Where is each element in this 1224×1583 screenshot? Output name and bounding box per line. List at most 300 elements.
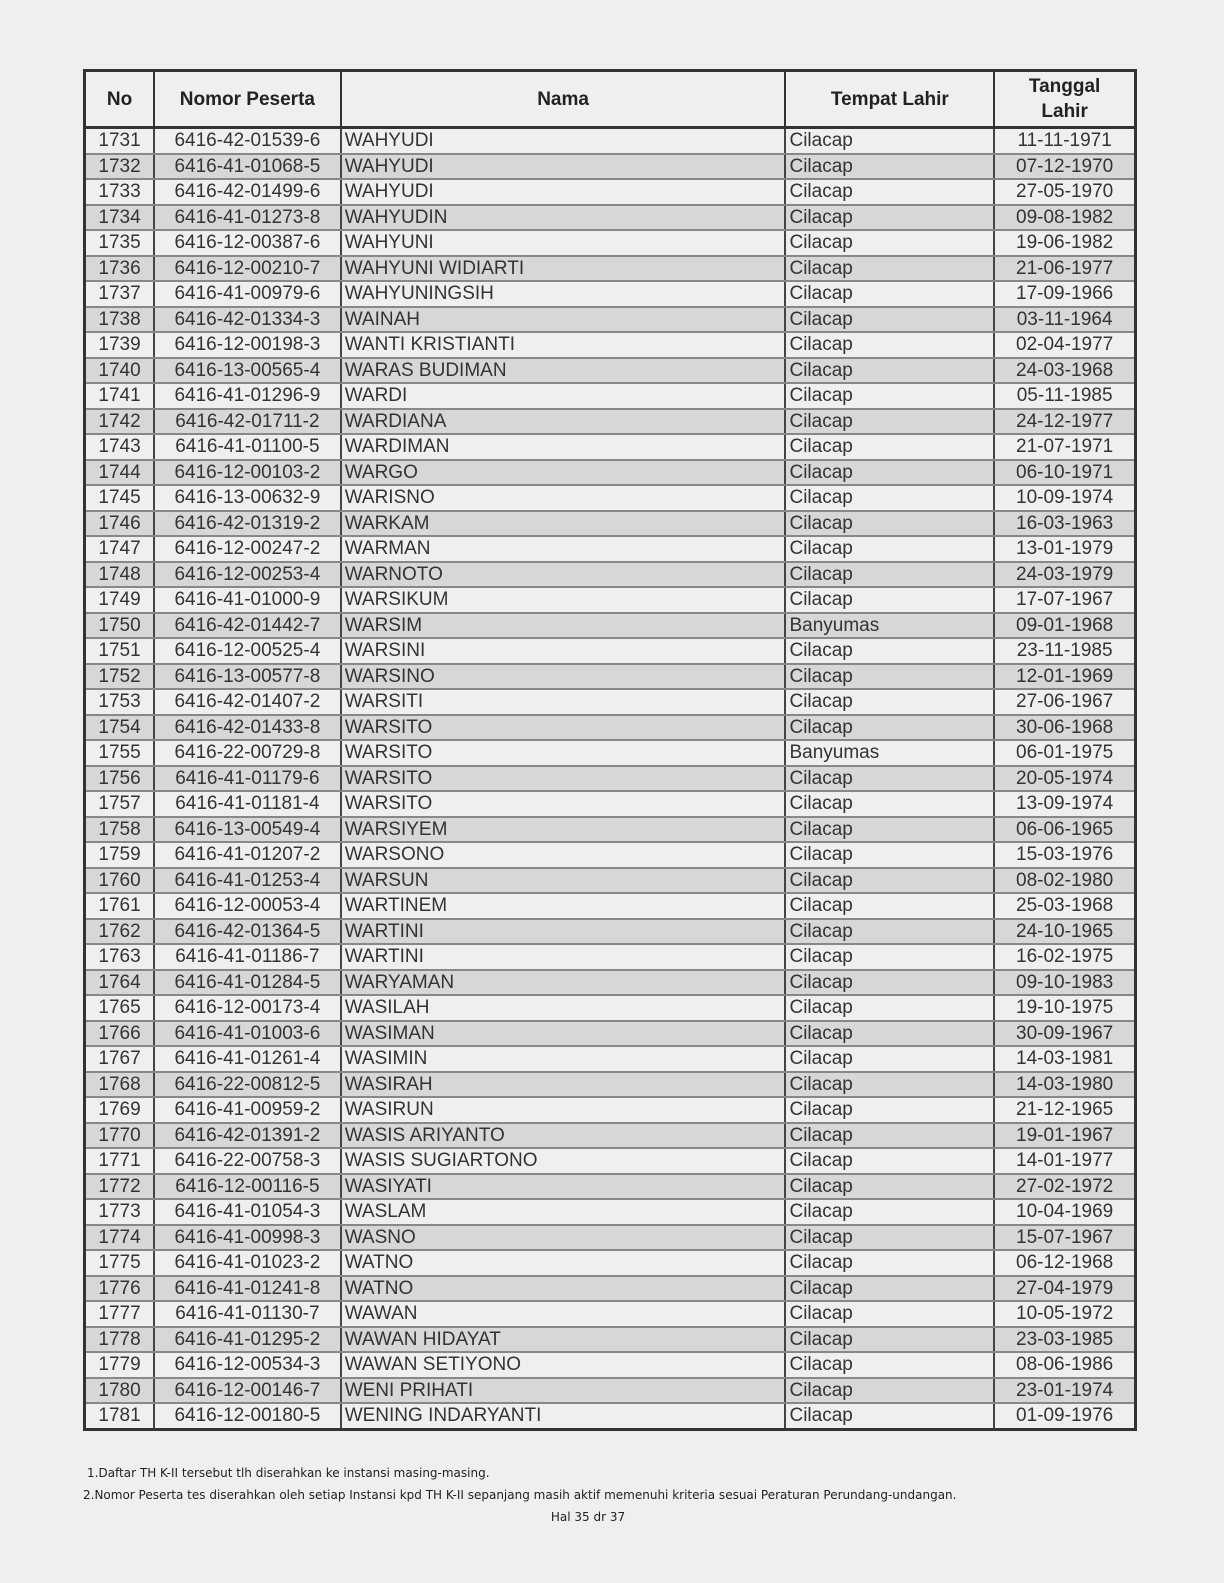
cell-tanggal-lahir: 21-07-1971	[994, 434, 1135, 460]
cell-no: 1744	[85, 460, 155, 486]
table-row	[85, 791, 1136, 817]
cell-no: 1754	[85, 715, 155, 741]
cell-no: 1734	[85, 205, 155, 231]
cell-tempat-lahir: Cilacap	[785, 1021, 994, 1047]
cell-nomor-peserta: 6416-41-01068-5	[154, 154, 341, 180]
cell-tempat-lahir: Cilacap	[785, 1046, 994, 1072]
header-tanggal-line2: Lahir	[1041, 101, 1088, 122]
cell-no: 1763	[85, 944, 155, 970]
cell-tempat-lahir: Cilacap	[785, 1199, 994, 1225]
cell-tanggal-lahir: 15-03-1976	[994, 842, 1135, 868]
page-number: Hal 35 dr 37	[550, 1510, 626, 1524]
cell-tanggal-lahir: 14-01-1977	[994, 1148, 1135, 1174]
cell-nama: WARSITO	[341, 766, 786, 792]
cell-tempat-lahir: Cilacap	[785, 1378, 994, 1404]
cell-nomor-peserta: 6416-12-00053-4	[154, 893, 341, 919]
cell-tanggal-lahir: 23-03-1985	[994, 1327, 1135, 1353]
cell-tempat-lahir: Cilacap	[785, 383, 994, 409]
cell-nama: WAHYUNINGSIH	[341, 281, 786, 307]
table-row	[85, 1327, 1136, 1353]
cell-nama: WAHYUNI WIDIARTI	[341, 256, 786, 282]
cell-tempat-lahir: Cilacap	[785, 715, 994, 741]
cell-no: 1743	[85, 434, 155, 460]
cell-tanggal-lahir: 17-09-1966	[994, 281, 1135, 307]
header-no: No	[85, 71, 155, 128]
cell-tempat-lahir: Cilacap	[785, 1123, 994, 1149]
cell-tanggal-lahir: 02-04-1977	[994, 332, 1135, 358]
header-nama: Nama	[341, 71, 786, 128]
table-header-row	[85, 71, 1136, 128]
table-row	[85, 511, 1136, 537]
cell-nama: WATNO	[341, 1276, 786, 1302]
cell-nama: WARNOTO	[341, 562, 786, 588]
cell-nomor-peserta: 6416-41-01295-2	[154, 1327, 341, 1353]
cell-nomor-peserta: 6416-12-00253-4	[154, 562, 341, 588]
cell-tanggal-lahir: 09-08-1982	[994, 205, 1135, 231]
cell-nama: WASIRAH	[341, 1072, 786, 1098]
cell-no: 1775	[85, 1250, 155, 1276]
cell-nama: WAHYUDIN	[341, 205, 786, 231]
table-row	[85, 1301, 1136, 1327]
cell-tanggal-lahir: 10-09-1974	[994, 485, 1135, 511]
cell-no: 1731	[85, 128, 155, 154]
cell-nama: WARTINI	[341, 944, 786, 970]
cell-tanggal-lahir: 27-06-1967	[994, 689, 1135, 715]
cell-nomor-peserta: 6416-42-01334-3	[154, 307, 341, 333]
cell-tanggal-lahir: 09-01-1968	[994, 613, 1135, 639]
cell-nomor-peserta: 6416-41-01284-5	[154, 970, 341, 996]
table-row	[85, 638, 1136, 664]
cell-nama: WATNO	[341, 1250, 786, 1276]
cell-nama: WARSITO	[341, 791, 786, 817]
cell-tempat-lahir: Cilacap	[785, 1148, 994, 1174]
table-row	[85, 1072, 1136, 1098]
table-row	[85, 1148, 1136, 1174]
cell-nama: WAHYUDI	[341, 179, 786, 205]
table-row	[85, 1403, 1136, 1429]
cell-nomor-peserta: 6416-42-01391-2	[154, 1123, 341, 1149]
cell-no: 1768	[85, 1072, 155, 1098]
cell-nama: WARTINI	[341, 919, 786, 945]
cell-no: 1751	[85, 638, 155, 664]
table-row	[85, 485, 1136, 511]
cell-tempat-lahir: Cilacap	[785, 791, 994, 817]
cell-no: 1771	[85, 1148, 155, 1174]
cell-nomor-peserta: 6416-41-00998-3	[154, 1225, 341, 1251]
cell-tempat-lahir: Cilacap	[785, 587, 994, 613]
cell-tanggal-lahir: 24-03-1968	[994, 358, 1135, 384]
cell-tempat-lahir: Cilacap	[785, 893, 994, 919]
cell-tanggal-lahir: 06-10-1971	[994, 460, 1135, 486]
cell-no: 1732	[85, 154, 155, 180]
table-row	[85, 409, 1136, 435]
table-body	[85, 128, 1136, 1430]
cell-no: 1750	[85, 613, 155, 639]
cell-nama: WENI PRIHATI	[341, 1378, 786, 1404]
cell-nomor-peserta: 6416-41-01186-7	[154, 944, 341, 970]
cell-tanggal-lahir: 19-06-1982	[994, 230, 1135, 256]
table-row	[85, 1174, 1136, 1200]
cell-tempat-lahir: Banyumas	[785, 740, 994, 766]
cell-tempat-lahir: Cilacap	[785, 307, 994, 333]
cell-tempat-lahir: Cilacap	[785, 154, 994, 180]
cell-tanggal-lahir: 13-01-1979	[994, 536, 1135, 562]
cell-no: 1740	[85, 358, 155, 384]
cell-nama: WARDIANA	[341, 409, 786, 435]
cell-nomor-peserta: 6416-42-01442-7	[154, 613, 341, 639]
cell-tempat-lahir: Cilacap	[785, 689, 994, 715]
cell-tempat-lahir: Cilacap	[785, 1352, 994, 1378]
cell-no: 1769	[85, 1097, 155, 1123]
cell-tanggal-lahir: 27-02-1972	[994, 1174, 1135, 1200]
cell-tempat-lahir: Cilacap	[785, 281, 994, 307]
cell-tempat-lahir: Cilacap	[785, 1327, 994, 1353]
cell-no: 1761	[85, 893, 155, 919]
cell-tempat-lahir: Banyumas	[785, 613, 994, 639]
cell-tanggal-lahir: 24-12-1977	[994, 409, 1135, 435]
cell-nama: WARISNO	[341, 485, 786, 511]
cell-nama: WARSITO	[341, 715, 786, 741]
cell-no: 1733	[85, 179, 155, 205]
cell-no: 1780	[85, 1378, 155, 1404]
cell-nama: WARTINEM	[341, 893, 786, 919]
cell-tempat-lahir: Cilacap	[785, 128, 994, 154]
cell-tempat-lahir: Cilacap	[785, 434, 994, 460]
table-row	[85, 256, 1136, 282]
table-row	[85, 128, 1136, 154]
cell-no: 1737	[85, 281, 155, 307]
cell-nomor-peserta: 6416-41-01261-4	[154, 1046, 341, 1072]
table-row	[85, 766, 1136, 792]
table-row	[85, 434, 1136, 460]
cell-no: 1774	[85, 1225, 155, 1251]
cell-no: 1753	[85, 689, 155, 715]
table-row	[85, 613, 1136, 639]
cell-tanggal-lahir: 14-03-1980	[994, 1072, 1135, 1098]
cell-nomor-peserta: 6416-41-00959-2	[154, 1097, 341, 1123]
cell-tanggal-lahir: 06-12-1968	[994, 1250, 1135, 1276]
table-row	[85, 358, 1136, 384]
table-row	[85, 1378, 1136, 1404]
cell-no: 1767	[85, 1046, 155, 1072]
cell-no: 1766	[85, 1021, 155, 1047]
table-row	[85, 383, 1136, 409]
cell-tempat-lahir: Cilacap	[785, 511, 994, 537]
cell-tanggal-lahir: 06-06-1965	[994, 817, 1135, 843]
cell-nomor-peserta: 6416-41-01179-6	[154, 766, 341, 792]
cell-tanggal-lahir: 10-05-1972	[994, 1301, 1135, 1327]
cell-tempat-lahir: Cilacap	[785, 1250, 994, 1276]
table-row	[85, 1021, 1136, 1047]
cell-nama: WANTI KRISTIANTI	[341, 332, 786, 358]
cell-nomor-peserta: 6416-13-00549-4	[154, 817, 341, 843]
cell-nama: WARSONO	[341, 842, 786, 868]
cell-nomor-peserta: 6416-12-00525-4	[154, 638, 341, 664]
cell-tanggal-lahir: 15-07-1967	[994, 1225, 1135, 1251]
cell-tempat-lahir: Cilacap	[785, 1174, 994, 1200]
cell-tanggal-lahir: 20-05-1974	[994, 766, 1135, 792]
table-row	[85, 587, 1136, 613]
cell-nama: WARAS BUDIMAN	[341, 358, 786, 384]
cell-nama: WARMAN	[341, 536, 786, 562]
cell-nama: WAHYUNI	[341, 230, 786, 256]
cell-tempat-lahir: Cilacap	[785, 179, 994, 205]
cell-nama: WARSITO	[341, 740, 786, 766]
cell-nomor-peserta: 6416-12-00387-6	[154, 230, 341, 256]
cell-tanggal-lahir: 17-07-1967	[994, 587, 1135, 613]
cell-nomor-peserta: 6416-12-00103-2	[154, 460, 341, 486]
cell-nama: WASLAM	[341, 1199, 786, 1225]
cell-no: 1773	[85, 1199, 155, 1225]
header-nomor-peserta: Nomor Peserta	[154, 71, 341, 128]
cell-no: 1776	[85, 1276, 155, 1302]
cell-nomor-peserta: 6416-42-01364-5	[154, 919, 341, 945]
cell-nama: WAINAH	[341, 307, 786, 333]
cell-no: 1781	[85, 1403, 155, 1429]
cell-nama: WAWAN	[341, 1301, 786, 1327]
cell-nama: WARDIMAN	[341, 434, 786, 460]
cell-no: 1739	[85, 332, 155, 358]
footer-note-1: 1.Daftar TH K-II tersebut tlh diserahkan ke instansi masing-masing.	[87, 1466, 490, 1480]
table-row	[85, 1250, 1136, 1276]
cell-no: 1741	[85, 383, 155, 409]
cell-nama: WARSITI	[341, 689, 786, 715]
cell-tanggal-lahir: 23-11-1985	[994, 638, 1135, 664]
cell-tanggal-lahir: 21-12-1965	[994, 1097, 1135, 1123]
cell-nomor-peserta: 6416-42-01433-8	[154, 715, 341, 741]
table-row	[85, 154, 1136, 180]
cell-nomor-peserta: 6416-41-01253-4	[154, 868, 341, 894]
cell-nomor-peserta: 6416-41-01054-3	[154, 1199, 341, 1225]
cell-nama: WASIS ARIYANTO	[341, 1123, 786, 1149]
table-row	[85, 536, 1136, 562]
cell-nama: WASIYATI	[341, 1174, 786, 1200]
cell-nomor-peserta: 6416-12-00247-2	[154, 536, 341, 562]
cell-nomor-peserta: 6416-41-01023-2	[154, 1250, 341, 1276]
table-row	[85, 944, 1136, 970]
cell-tanggal-lahir: 07-12-1970	[994, 154, 1135, 180]
cell-nomor-peserta: 6416-41-01241-8	[154, 1276, 341, 1302]
cell-nama: WASIRUN	[341, 1097, 786, 1123]
header-tanggal-line1: Tanggal	[1028, 76, 1101, 97]
cell-no: 1777	[85, 1301, 155, 1327]
cell-tempat-lahir: Cilacap	[785, 485, 994, 511]
cell-nomor-peserta: 6416-12-00210-7	[154, 256, 341, 282]
cell-nama: WARSINO	[341, 664, 786, 690]
cell-tempat-lahir: Cilacap	[785, 1276, 994, 1302]
cell-tanggal-lahir: 10-04-1969	[994, 1199, 1135, 1225]
cell-nomor-peserta: 6416-42-01319-2	[154, 511, 341, 537]
cell-nama: WAHYUDI	[341, 128, 786, 154]
cell-no: 1759	[85, 842, 155, 868]
cell-tempat-lahir: Cilacap	[785, 332, 994, 358]
table-row	[85, 1097, 1136, 1123]
cell-nama: WARSINI	[341, 638, 786, 664]
cell-nama: WARSIM	[341, 613, 786, 639]
cell-tanggal-lahir: 24-10-1965	[994, 919, 1135, 945]
cell-tempat-lahir: Cilacap	[785, 868, 994, 894]
cell-nomor-peserta: 6416-12-00146-7	[154, 1378, 341, 1404]
table-row	[85, 893, 1136, 919]
cell-nomor-peserta: 6416-41-01100-5	[154, 434, 341, 460]
cell-nama: WASIMIN	[341, 1046, 786, 1072]
cell-tempat-lahir: Cilacap	[785, 205, 994, 231]
header-tempat-lahir: Tempat Lahir	[785, 71, 994, 128]
table-row	[85, 230, 1136, 256]
cell-tempat-lahir: Cilacap	[785, 256, 994, 282]
cell-tanggal-lahir: 13-09-1974	[994, 791, 1135, 817]
cell-tempat-lahir: Cilacap	[785, 919, 994, 945]
cell-tempat-lahir: Cilacap	[785, 1097, 994, 1123]
cell-tempat-lahir: Cilacap	[785, 1301, 994, 1327]
cell-tanggal-lahir: 24-03-1979	[994, 562, 1135, 588]
cell-nomor-peserta: 6416-12-00534-3	[154, 1352, 341, 1378]
cell-nomor-peserta: 6416-42-01539-6	[154, 128, 341, 154]
cell-tanggal-lahir: 03-11-1964	[994, 307, 1135, 333]
cell-no: 1756	[85, 766, 155, 792]
cell-tanggal-lahir: 06-01-1975	[994, 740, 1135, 766]
cell-no: 1735	[85, 230, 155, 256]
cell-tanggal-lahir: 08-06-1986	[994, 1352, 1135, 1378]
cell-tanggal-lahir: 19-10-1975	[994, 995, 1135, 1021]
cell-no: 1745	[85, 485, 155, 511]
table-row	[85, 179, 1136, 205]
cell-nomor-peserta: 6416-42-01407-2	[154, 689, 341, 715]
cell-tempat-lahir: Cilacap	[785, 230, 994, 256]
table-row	[85, 1199, 1136, 1225]
cell-nama: WASILAH	[341, 995, 786, 1021]
table-row	[85, 1225, 1136, 1251]
cell-nama: WARDI	[341, 383, 786, 409]
footer-note-2: 2.Nomor Peserta tes diserahkan oleh setiap Instansi kpd TH K-II sepanjang masih aktif memenuhi kriteria sesuai Peraturan Perundang-undangan.	[83, 1488, 957, 1502]
cell-nomor-peserta: 6416-12-00116-5	[154, 1174, 341, 1200]
cell-tempat-lahir: Cilacap	[785, 766, 994, 792]
cell-nama: WASIS SUGIARTONO	[341, 1148, 786, 1174]
table-row	[85, 562, 1136, 588]
cell-tanggal-lahir: 08-02-1980	[994, 868, 1135, 894]
cell-nama: WARGO	[341, 460, 786, 486]
table-row	[85, 664, 1136, 690]
cell-tanggal-lahir: 27-05-1970	[994, 179, 1135, 205]
cell-nomor-peserta: 6416-13-00632-9	[154, 485, 341, 511]
cell-no: 1736	[85, 256, 155, 282]
cell-nomor-peserta: 6416-13-00565-4	[154, 358, 341, 384]
cell-nama: WENING INDARYANTI	[341, 1403, 786, 1429]
table-row	[85, 1046, 1136, 1072]
cell-nomor-peserta: 6416-41-01130-7	[154, 1301, 341, 1327]
cell-nomor-peserta: 6416-12-00180-5	[154, 1403, 341, 1429]
cell-nomor-peserta: 6416-41-01296-9	[154, 383, 341, 409]
cell-nomor-peserta: 6416-41-01273-8	[154, 205, 341, 231]
cell-nomor-peserta: 6416-22-00812-5	[154, 1072, 341, 1098]
table-row	[85, 740, 1136, 766]
table-row	[85, 332, 1136, 358]
cell-tempat-lahir: Cilacap	[785, 536, 994, 562]
cell-nomor-peserta: 6416-41-00979-6	[154, 281, 341, 307]
cell-no: 1746	[85, 511, 155, 537]
table-row	[85, 868, 1136, 894]
cell-no: 1752	[85, 664, 155, 690]
participant-table-container	[83, 69, 1137, 1431]
cell-tempat-lahir: Cilacap	[785, 358, 994, 384]
cell-nomor-peserta: 6416-22-00729-8	[154, 740, 341, 766]
cell-tanggal-lahir: 30-06-1968	[994, 715, 1135, 741]
cell-no: 1749	[85, 587, 155, 613]
cell-tanggal-lahir: 01-09-1976	[994, 1403, 1135, 1429]
cell-tanggal-lahir: 27-04-1979	[994, 1276, 1135, 1302]
cell-tempat-lahir: Cilacap	[785, 562, 994, 588]
table-row	[85, 995, 1136, 1021]
table-row	[85, 817, 1136, 843]
cell-tempat-lahir: Cilacap	[785, 664, 994, 690]
footer	[83, 1462, 1143, 1528]
cell-tanggal-lahir: 30-09-1967	[994, 1021, 1135, 1047]
cell-nama: WAWAN SETIYONO	[341, 1352, 786, 1378]
cell-tempat-lahir: Cilacap	[785, 817, 994, 843]
cell-tempat-lahir: Cilacap	[785, 460, 994, 486]
cell-nama: WASNO	[341, 1225, 786, 1251]
cell-tanggal-lahir: 23-01-1974	[994, 1378, 1135, 1404]
cell-tanggal-lahir: 21-06-1977	[994, 256, 1135, 282]
cell-no: 1772	[85, 1174, 155, 1200]
cell-no: 1764	[85, 970, 155, 996]
cell-tanggal-lahir: 19-01-1967	[994, 1123, 1135, 1149]
table-row	[85, 307, 1136, 333]
table-row	[85, 715, 1136, 741]
cell-nama: WAHYUDI	[341, 154, 786, 180]
cell-nama: WARYAMAN	[341, 970, 786, 996]
cell-tanggal-lahir: 16-02-1975	[994, 944, 1135, 970]
cell-no: 1779	[85, 1352, 155, 1378]
cell-nama: WAWAN HIDAYAT	[341, 1327, 786, 1353]
cell-no: 1762	[85, 919, 155, 945]
cell-tempat-lahir: Cilacap	[785, 1072, 994, 1098]
cell-tanggal-lahir: 14-03-1981	[994, 1046, 1135, 1072]
cell-no: 1757	[85, 791, 155, 817]
table-row	[85, 205, 1136, 231]
table-row	[85, 1123, 1136, 1149]
cell-no: 1760	[85, 868, 155, 894]
cell-nama: WARSIYEM	[341, 817, 786, 843]
cell-no: 1748	[85, 562, 155, 588]
cell-nomor-peserta: 6416-41-01003-6	[154, 1021, 341, 1047]
participant-table	[83, 69, 1137, 1431]
table-row	[85, 1276, 1136, 1302]
cell-tempat-lahir: Cilacap	[785, 842, 994, 868]
cell-nomor-peserta: 6416-22-00758-3	[154, 1148, 341, 1174]
cell-no: 1778	[85, 1327, 155, 1353]
cell-nomor-peserta: 6416-41-01181-4	[154, 791, 341, 817]
cell-no: 1765	[85, 995, 155, 1021]
cell-tempat-lahir: Cilacap	[785, 409, 994, 435]
cell-nomor-peserta: 6416-42-01711-2	[154, 409, 341, 435]
cell-nama: WARKAM	[341, 511, 786, 537]
cell-tempat-lahir: Cilacap	[785, 638, 994, 664]
cell-nomor-peserta: 6416-13-00577-8	[154, 664, 341, 690]
cell-tanggal-lahir: 05-11-1985	[994, 383, 1135, 409]
cell-tanggal-lahir: 25-03-1968	[994, 893, 1135, 919]
cell-tempat-lahir: Cilacap	[785, 1225, 994, 1251]
cell-nama: WARSUN	[341, 868, 786, 894]
cell-tempat-lahir: Cilacap	[785, 995, 994, 1021]
cell-no: 1755	[85, 740, 155, 766]
cell-tanggal-lahir: 11-11-1971	[994, 128, 1135, 154]
table-row	[85, 970, 1136, 996]
cell-nomor-peserta: 6416-41-01207-2	[154, 842, 341, 868]
cell-nomor-peserta: 6416-41-01000-9	[154, 587, 341, 613]
cell-no: 1742	[85, 409, 155, 435]
cell-tempat-lahir: Cilacap	[785, 944, 994, 970]
